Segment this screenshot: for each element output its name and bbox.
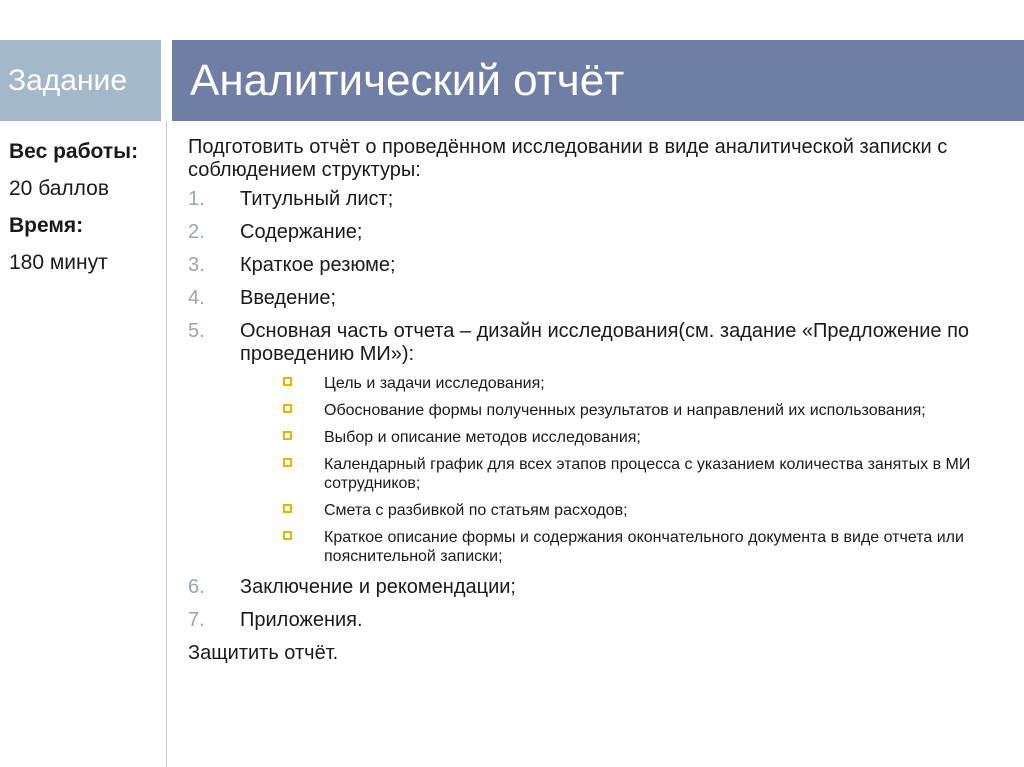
weight-value: 20 баллов xyxy=(9,177,109,200)
sub-item-text: Краткое описание формы и содержания окончательного документа в виде отчета или пояснительной записки; xyxy=(324,529,964,565)
sub-item-text: Смета с разбивкой по статьям расходов; xyxy=(324,502,628,519)
divider xyxy=(166,122,167,767)
item-number: 6. xyxy=(188,576,205,598)
item-text: Содержание; xyxy=(240,221,363,243)
square-bullet-icon xyxy=(283,531,292,540)
item-number: 2. xyxy=(188,221,205,243)
item-text: Приложения. xyxy=(240,609,363,631)
item-text: Титульный лист; xyxy=(240,188,394,210)
sub-item xyxy=(188,401,988,420)
intro-text: Подготовить отчёт о проведённом исследовании в виде аналитической записки с соблюдением структуры: xyxy=(188,136,948,181)
square-bullet-icon xyxy=(283,404,292,413)
square-bullet-icon xyxy=(283,458,292,467)
sub-list xyxy=(188,374,988,566)
sidebar xyxy=(9,140,159,288)
list-item xyxy=(188,609,988,632)
sub-item xyxy=(188,501,988,520)
time-label: Время: xyxy=(9,214,84,237)
list-item xyxy=(188,287,988,310)
list-item xyxy=(188,188,988,211)
list-item xyxy=(188,221,988,244)
sub-item-text: Календарный график для всех этапов процесса с указанием количества занятых в МИ сотрудников; xyxy=(324,456,971,492)
page-title: Аналитический отчёт xyxy=(172,40,1024,121)
list-item xyxy=(188,576,988,599)
list-item xyxy=(188,320,988,366)
section-tag: Задание xyxy=(0,40,161,121)
square-bullet-icon xyxy=(283,431,292,440)
sub-item xyxy=(188,374,988,393)
weight-label: Вес работы: xyxy=(9,140,139,163)
list-item xyxy=(188,254,988,277)
square-bullet-icon xyxy=(283,377,292,386)
item-number: 7. xyxy=(188,609,205,631)
outro-text: Защитить отчёт. xyxy=(188,642,339,664)
sub-item-text: Выбор и описание методов исследования; xyxy=(324,429,641,446)
item-text: Краткое резюме; xyxy=(240,254,396,276)
sub-item xyxy=(188,528,988,566)
sub-item xyxy=(188,455,988,493)
item-number: 4. xyxy=(188,287,205,309)
sub-item-text: Обоснование формы полученных результатов и направлений их использования; xyxy=(324,402,926,419)
item-text: Заключение и рекомендации; xyxy=(240,576,516,598)
item-text: Введение; xyxy=(240,287,337,309)
time-value: 180 минут xyxy=(9,251,108,274)
sub-item-text: Цель и задачи исследования; xyxy=(324,375,545,392)
item-text: Основная часть отчета – дизайн исследования(см. задание «Предложение по проведению МИ»): xyxy=(240,320,970,365)
content xyxy=(188,136,988,665)
item-number: 1. xyxy=(188,188,205,210)
sub-item xyxy=(188,428,988,447)
item-number: 5. xyxy=(188,320,205,342)
square-bullet-icon xyxy=(283,504,292,513)
item-number: 3. xyxy=(188,254,205,276)
